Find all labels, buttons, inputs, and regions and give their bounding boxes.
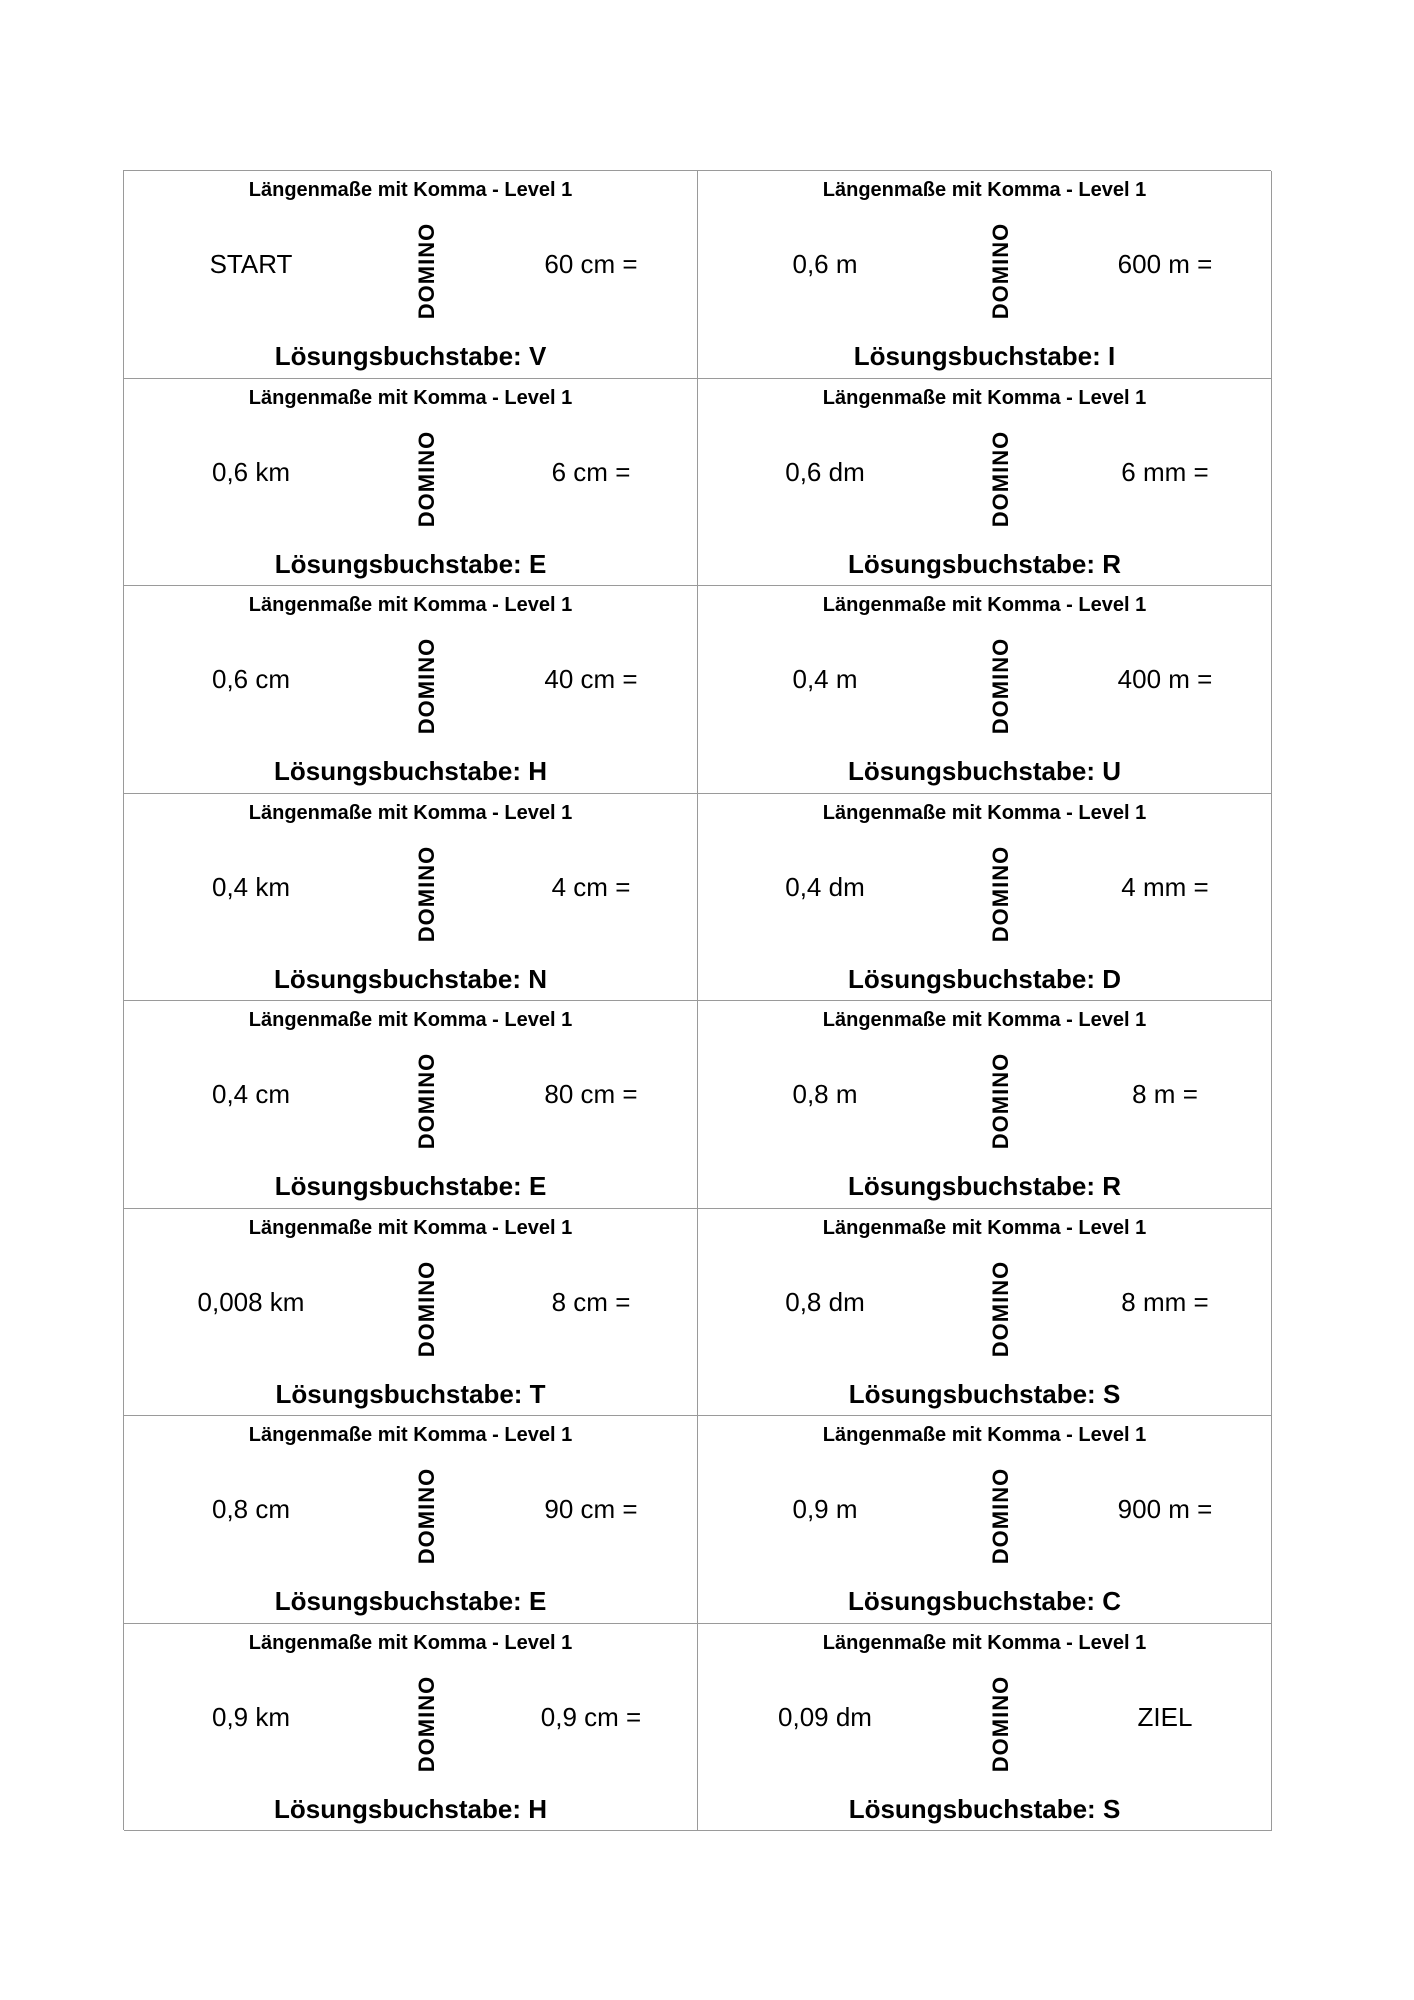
card-title: Längenmaße mit Komma - Level 1 <box>822 1424 1147 1446</box>
card-left-value: 0,8 cm <box>211 1494 291 1524</box>
domino-card <box>698 794 1272 1002</box>
card-solution-letter: Lösungsbuchstabe: R <box>847 548 1121 579</box>
card-left-value: 0,6 dm <box>785 456 865 487</box>
domino-vertical-label: DOMINO <box>988 222 1014 320</box>
card-right-value: 80 cm = <box>544 1079 638 1109</box>
domino-card <box>124 1001 698 1209</box>
card-title: Längenmaße mit Komma - Level 1 <box>248 1009 573 1031</box>
card-left-value: 0,6 km <box>211 456 291 487</box>
domino-vertical-label: DOMINO <box>988 1260 1014 1357</box>
card-right-value: 0,9 cm = <box>540 1701 642 1732</box>
domino-vertical-label: DOMINO <box>414 222 440 320</box>
card-right-value: ZIEL <box>1137 1701 1193 1732</box>
domino-card <box>124 586 698 794</box>
domino-card <box>124 794 698 1002</box>
domino-vertical-label: DOMINO <box>988 430 1014 527</box>
domino-card <box>124 171 698 379</box>
card-title: Längenmaße mit Komma - Level 1 <box>248 386 573 409</box>
card-left-value: 0,008 km <box>197 1286 305 1317</box>
card-right-value: 60 cm = <box>544 249 638 279</box>
domino-sheet <box>123 170 1271 1830</box>
card-solution-letter: Lösungsbuchstabe: N <box>273 963 547 994</box>
card-right-value: 6 cm = <box>551 456 631 487</box>
domino-card <box>124 1416 698 1624</box>
card-right-value: 400 m = <box>1117 664 1213 694</box>
card-left-value: 0,8 dm <box>785 1286 865 1317</box>
card-right-value: 900 m = <box>1117 1494 1213 1524</box>
card-left-value: 0,6 m <box>792 249 858 279</box>
card-solution-letter: Lösungsbuchstabe: D <box>847 963 1121 994</box>
domino-vertical-label: DOMINO <box>414 637 440 735</box>
domino-vertical-label: DOMINO <box>414 1467 440 1565</box>
card-solution-letter: Lösungsbuchstabe: E <box>274 548 547 579</box>
card-right-value: 8 mm = <box>1121 1286 1209 1317</box>
card-title: Längenmaße mit Komma - Level 1 <box>822 1009 1147 1031</box>
domino-card <box>698 1624 1272 1832</box>
card-solution-letter: Lösungsbuchstabe: H <box>273 756 547 786</box>
domino-vertical-label: DOMINO <box>414 1260 440 1357</box>
domino-card-grid <box>124 171 1271 1831</box>
domino-vertical-label: DOMINO <box>414 1675 440 1772</box>
card-right-value: 8 m = <box>1132 1079 1198 1109</box>
card-solution-letter: Lösungsbuchstabe: S <box>848 1793 1121 1824</box>
card-solution-letter: Lösungsbuchstabe: C <box>847 1586 1121 1616</box>
card-left-value: START <box>209 249 293 279</box>
card-left-value: 0,4 dm <box>785 871 865 902</box>
card-left-value: 0,9 km <box>211 1701 291 1732</box>
card-solution-letter: Lösungsbuchstabe: T <box>275 1378 546 1409</box>
card-title: Längenmaße mit Komma - Level 1 <box>822 1216 1147 1239</box>
card-right-value: 8 cm = <box>551 1286 631 1317</box>
domino-card <box>124 379 698 587</box>
card-title: Längenmaße mit Komma - Level 1 <box>822 594 1147 616</box>
card-title: Längenmaße mit Komma - Level 1 <box>248 594 573 616</box>
domino-card <box>698 1209 1272 1417</box>
domino-vertical-label: DOMINO <box>414 1052 440 1150</box>
card-left-value: 0,09 dm <box>778 1701 872 1732</box>
domino-card <box>124 1209 698 1417</box>
card-right-value: 90 cm = <box>544 1494 638 1524</box>
card-solution-letter: Lösungsbuchstabe: E <box>274 1586 547 1616</box>
card-right-value: 4 mm = <box>1121 871 1209 902</box>
domino-vertical-label: DOMINO <box>414 430 440 527</box>
card-left-value: 0,4 cm <box>211 1079 291 1109</box>
card-title: Längenmaße mit Komma - Level 1 <box>822 801 1147 824</box>
card-title: Längenmaße mit Komma - Level 1 <box>248 1424 573 1446</box>
domino-card <box>698 1416 1272 1624</box>
domino-vertical-label: DOMINO <box>414 845 440 942</box>
domino-vertical-label: DOMINO <box>988 637 1014 735</box>
card-title: Längenmaße mit Komma - Level 1 <box>248 179 573 201</box>
card-solution-letter: Lösungsbuchstabe: H <box>273 1793 547 1824</box>
card-solution-letter: Lösungsbuchstabe: S <box>848 1378 1121 1409</box>
card-left-value: 0,9 m <box>792 1494 858 1524</box>
domino-vertical-label: DOMINO <box>988 1467 1014 1565</box>
card-solution-letter: Lösungsbuchstabe: E <box>274 1171 547 1201</box>
card-title: Längenmaße mit Komma - Level 1 <box>822 1631 1147 1654</box>
domino-card <box>698 1001 1272 1209</box>
card-left-value: 0,4 m <box>792 664 858 694</box>
card-title: Längenmaße mit Komma - Level 1 <box>248 1631 573 1654</box>
domino-card <box>698 379 1272 587</box>
card-left-value: 0,8 m <box>792 1079 858 1109</box>
domino-card <box>698 171 1272 379</box>
domino-vertical-label: DOMINO <box>988 1675 1014 1772</box>
card-solution-letter: Lösungsbuchstabe: I <box>853 341 1116 371</box>
card-right-value: 4 cm = <box>551 871 631 902</box>
card-right-value: 40 cm = <box>544 664 638 694</box>
card-solution-letter: Lösungsbuchstabe: R <box>847 1171 1121 1201</box>
card-title: Längenmaße mit Komma - Level 1 <box>248 1216 573 1239</box>
card-title: Längenmaße mit Komma - Level 1 <box>822 386 1147 409</box>
card-right-value: 6 mm = <box>1121 456 1209 487</box>
card-title: Längenmaße mit Komma - Level 1 <box>822 179 1147 201</box>
card-right-value: 600 m = <box>1117 249 1213 279</box>
domino-vertical-label: DOMINO <box>988 845 1014 942</box>
card-solution-letter: Lösungsbuchstabe: V <box>274 341 547 371</box>
domino-card <box>124 1624 698 1832</box>
domino-vertical-label: DOMINO <box>988 1052 1014 1150</box>
card-left-value: 0,6 cm <box>211 664 291 694</box>
card-solution-letter: Lösungsbuchstabe: U <box>847 756 1121 786</box>
card-title: Längenmaße mit Komma - Level 1 <box>248 801 573 824</box>
domino-card <box>698 586 1272 794</box>
card-left-value: 0,4 km <box>211 871 291 902</box>
